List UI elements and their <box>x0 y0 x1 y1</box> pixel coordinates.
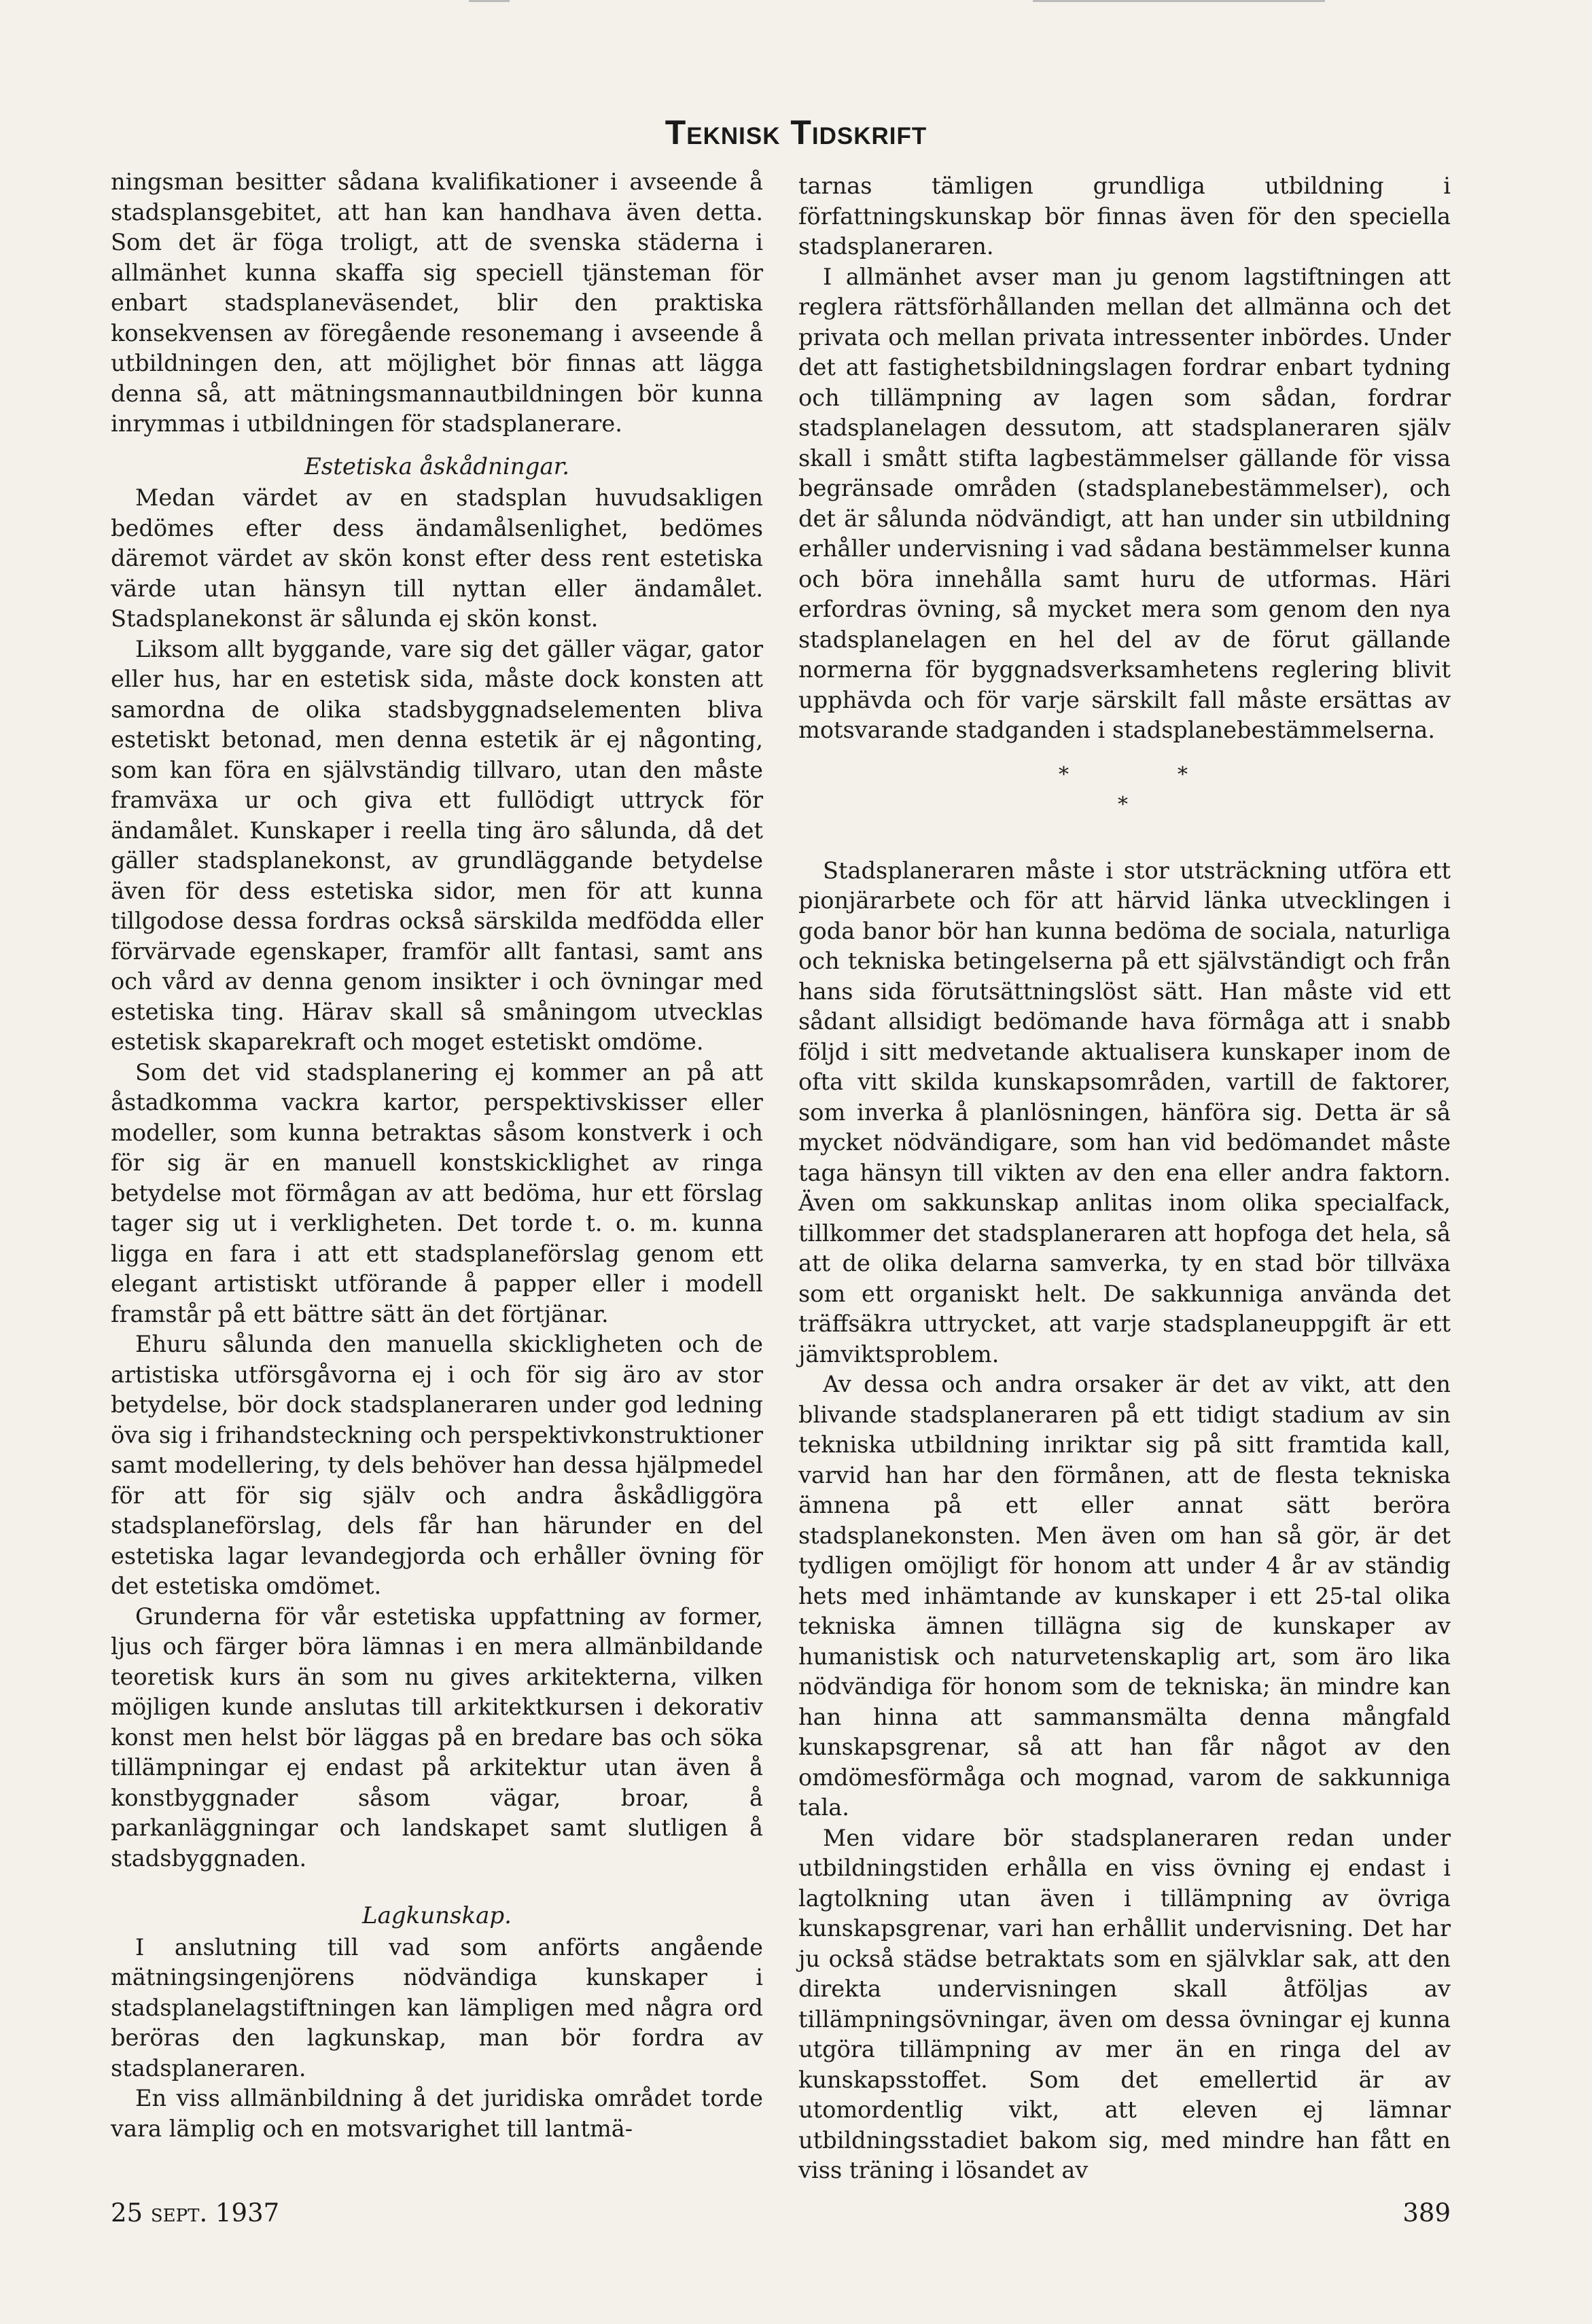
paragraph-estetik-3: Som det vid stadsplanering ej kommer an på att åstadkomma vackra kartor, perspektivskisser eller modeller, som kunna betraktas såsom konstverk i och för sig är en manuell konstskicklighet av ringa betydelse mot förmågan av att bedöma, hur ett förslag tager sig ut i verkligheten. Det torde t. o. m. kunna ligga en fara i att ett stadsplaneförslag genom ett elegant artistiskt utförande å papper eller i modell framstår på ett bättre sätt än det förtjänar. <box>111 1058 763 1327</box>
paragraph-stadsplan-2: Av dessa och andra orsaker är det av vikt, att den blivande stadsplaneraren på ett tidigt stadium av sin tekniska utbildning inriktar sig på sitt framtida kall, varvid han har den förmånen, att de flesta tekniska ämnena på ett eller annat sätt beröra stadsplanekonsten. Men även om han så gör, är det tydligen omöjligt för honom att under 4 år av ständig hets med inhämtande av kunskaper i ett 25-tal olika tekniska ämnen tillägna sig de kunskaper av humanistisk och naturvetenskaplig art, som äro lika nödvändiga för honom som de tekniska; än mindre kan han hinna att sammansmälta denna mångfald kunskapsgrenar, så att han får något av den omdömesförmåga och mognad, varom de sakkunniga tala. <box>798 1371 1451 1821</box>
paragraph-estetik-4: Ehuru sålunda den manuella skickligheten och de artistiska utförsgåvorna ej i och för sig äro av stor betydelse, bör dock stadsplaneraren under god ledning öva sig i frihandsteckning och perspektivkonstruktioner samt modellering, ty dels behöver han dessa hjälpmedel för att för sig själv och andra åskådliggöra stadsplaneförslag, dels får han härunder en del estetiska lagar levandegjorda och erhåller övning för det estetiska omdömet. <box>111 1331 763 1599</box>
right-column <box>798 171 1451 2186</box>
issue-date <box>111 2198 279 2228</box>
paragraph-intro: ningsman besitter sådana kvalifikationer i avseende å stadsplansgebitet, att han kan handhava även detta. Som det är föga troligt, att de svenska städerna i allmänhet kunna skaffa sig speciell tjänsteman för enbart stadsplaneväsendet, blir den praktiska konsekvensen av föregående resonemang i avseende å utbildningen den, att möjlighet bör finnas att lägga denna så, att mätningsmannautbildningen bör kunna inrymmas i utbildningen för stadsplanerare. <box>111 168 763 437</box>
asterisk: * <box>1059 762 1069 787</box>
asterisk: * <box>1118 792 1128 817</box>
paragraph-continued: tarnas tämligen grundliga utbildning i författningskunskap bör finnas även för den speciella stadsplaneraren. <box>798 173 1451 260</box>
paragraph-estetik-2: Liksom allt byggande, vare sig det gäller vägar, gator eller hus, har en estetisk sida, måste dock konsten att samordna de olika stadsbyggnadselementen bliva estetiskt betonad, men denna estetik är ej någonting, som kan föra en självständig tillvaro, utan den måste framväxa ur och giva ett fullödigt uttryck för ändamålet. Kunskaper i reella ting äro sålunda, då det gäller stadsplanekonst, av grundläggande betydelse även för dess estetiska sidor, men för att kunna tillgodose dessa fordras också särskilda medfödda eller förvärvade egenskaper, framför allt fantasi, samt ans och vård av denna genom insikter i och övningar med estetiska ting. Härav skall så småningom utvecklas estetisk skaparekraft och moget estetiskt omdöme. <box>111 635 763 1055</box>
date-day: 25 <box>111 2198 143 2228</box>
asterisk: * <box>1178 762 1188 787</box>
page-number: 389 <box>1402 2198 1451 2228</box>
section-heading-lagkunskap: Lagkunskap. <box>362 1902 512 1929</box>
date-year: 1937 <box>215 2198 280 2228</box>
section-separator <box>798 759 1451 826</box>
paragraph-lag-2: En viss allmänbildning å det juridiska området torde vara lämplig och en motsvarighet till lantmä- <box>111 2085 763 2142</box>
section-heading-estetiska: Estetiska åskådningar. <box>304 452 570 480</box>
journal-title: Teknisk Tidskrift <box>665 113 927 151</box>
paragraph-stadsplan-1: Stadsplaneraren måste i stor utsträckning utföra ett pionjärarbete och för att härvid länka utvecklingen i goda banor bör han kunna bedöma de sociala, naturliga och tekniska betingelserna på ett självständigt och från hans sida förutsättningslöst sätt. Han måste vid ett sådant allsidigt bedömande hava förmåga att i snabb följd i sitt medvetande aktualisera kunskaper inom de ofta vitt skilda kunskapsområden, vartill de faktorer, som inverka å planlösningen, hänföra sig. Detta är så mycket nödvändigare, som han vid bedömandet måste taga hänsyn till vikten av den ena eller andra faktorn. Även om sakkunskap anlitas inom olika specialfack, tillkommer det stadsplaneraren att hopfoga det hela, så att de olika delarna samverka, ty en stad bör tillväxa som ett organiskt helt. De sakkunniga använda det träffsäkra uttrycket, att varje stadsplaneuppgift är ett jämviktsproblem. <box>798 857 1451 1367</box>
paragraph-estetik-1: Medan värdet av en stadsplan huvudsakligen bedömes efter dess ändamålsenlighet, bedömes däremot värdet av skön konst efter dess rent estetiska värde utan hänsyn till nyttan eller ändamålet. Stadsplanekonst är sålunda ej skön konst. <box>111 484 763 632</box>
date-month: sept. <box>150 2198 208 2228</box>
paragraph-stadsplan-3: Men vidare bör stadsplaneraren redan under utbildningstiden erhålla en viss övning ej endast i lagtolkning utan även i tillämpning av övriga kunskapsgrenar, vari han erhållit undervisning. Det har ju också städse betraktats som en självklar sak, att den direkta undervisningen skall åtföljas av tillämpningsövningar, även om dessa övningar ej kunna utgöra tillämpning av mer än en ringa del av kunskapsstoffet. Som det emellertid är av utomordentlig vikt, att eleven ej lämnar utbildningsstadiet bakom sig, med mindre han fått en viss träning i lösandet av <box>798 1824 1451 2183</box>
paragraph-lag-1: I anslutning till vad som anförts angående mätningsingenjörens nödvändiga kunskaper i stadsplanelagstiftningen kan lämpligen med några ord beröras den lagkunskap, man bör fordra av stadsplaneraren. <box>111 1933 763 2081</box>
paragraph-estetik-5: Grunderna för vår estetiska uppfattning av former, ljus och färger böra lämnas i en mera allmänbildande teoretisk kurs än som nu gives arkitekterna, vilken möjligen kunde anslutas till arkitektkursen i dekorativ konst men helst bör läggas på en bredare bas och söka tillämpningar ej endast på arkitektur utan även å konstbyggnader såsom vägar, broar, å parkanläggningar och landskapet samt slutligen å stadsbyggnaden. <box>111 1603 763 1872</box>
paragraph-lag-3: I allmänhet avser man ju genom lagstiftningen att reglera rättsförhållanden mellan det allmänna och det privata och mellan privata intressenter inbördes. Under det att fastighetsbildningslagen fordrar enbart tydning och tillämpning av lagen som sådan, fordrar stadsplanelagen dessutom, att stadsplaneraren själv skall i smått stifta lagbestämmelser gällande för vissa begränsade områden (stadsplanebestämmelser), och det är sålunda nödvändigt, att han under sin utbildning erhåller undervisning i vad sådana bestämmelser kunna och böra innehålla samt huru de utformas. Häri erfordras övning, så mycket mera som genom den nya stadsplanelagen en hel del av de förut gällande normerna för byggnadsverksamhetens reglering blivit upphävda och för varje särskilt fall måste ersättas av motsvarande stadganden i stadsplanebestämmelserna. <box>798 263 1451 743</box>
left-column <box>111 167 763 2144</box>
